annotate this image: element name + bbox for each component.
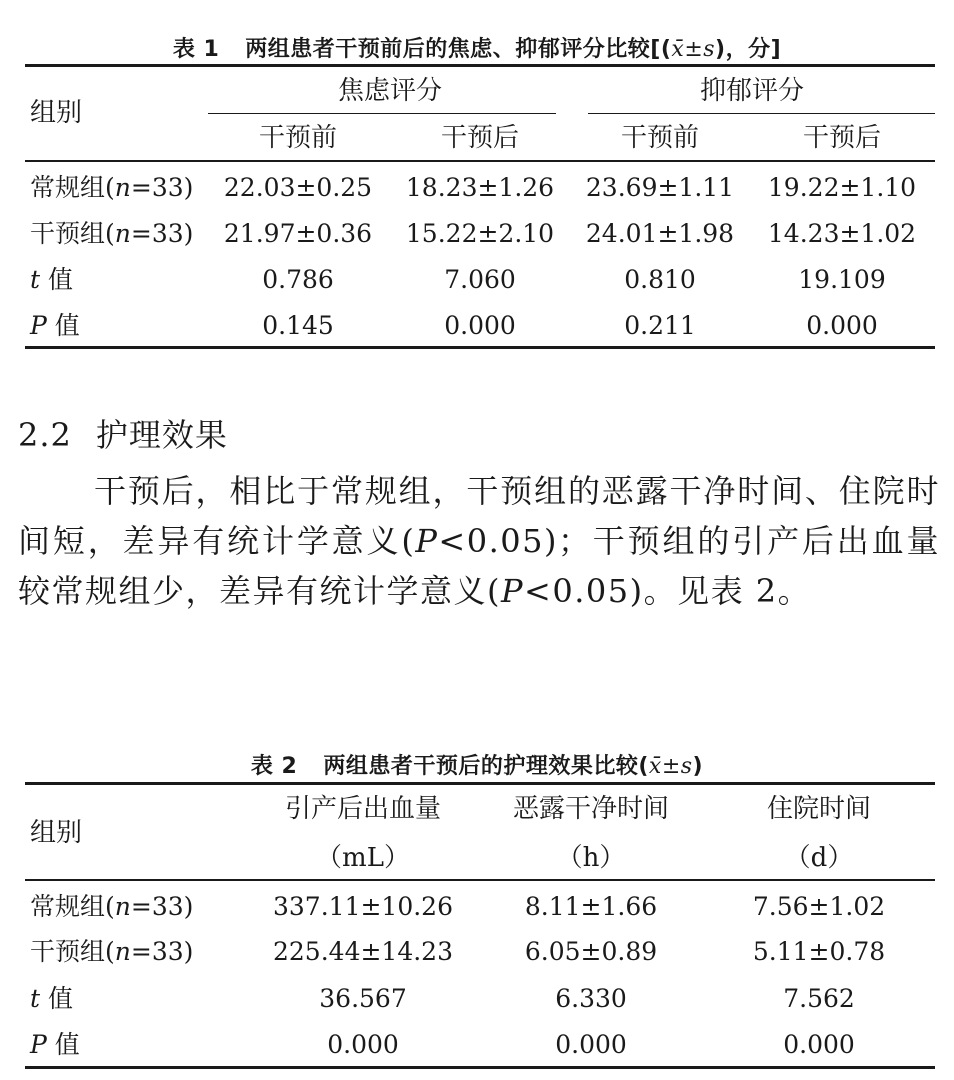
table1-caption-text: 两组患者干预前后的焦虑、抑郁评分比较[( — [245, 37, 672, 62]
table2-cell: 5.11±0.78 — [752, 937, 886, 966]
table2-caption-text: 两组患者干预后的护理效果比较( — [323, 754, 649, 779]
table1-cell: 15.22±2.10 — [405, 219, 555, 248]
section-heading — [18, 410, 228, 456]
table2-col-header: 住院时间 — [766, 794, 872, 824]
table1-caption-label: 表 1 — [172, 37, 220, 62]
table2-cell: 0.000 — [783, 1030, 855, 1059]
table1-caption-end: )，分] — [715, 37, 782, 62]
table2-col-unit: （h） — [556, 843, 626, 873]
table2-col-header: 引产后出血量 — [284, 794, 442, 824]
table1-subheader: 干预后 — [440, 123, 520, 153]
table1-row-label: P 值 — [30, 311, 80, 340]
table2-col-unit: （d） — [784, 843, 854, 873]
table1-header-rule — [25, 160, 935, 162]
table1-top-rule — [25, 64, 935, 67]
table1-anxiety-span-rule — [208, 113, 556, 114]
table1-cell: 0.000 — [444, 311, 516, 340]
table1-cell: 0.786 — [262, 265, 334, 294]
table1-depression-header: 抑郁评分 — [699, 76, 805, 106]
table1-row-label: 干预组(n=33) — [30, 219, 194, 248]
table1-cell: 24.01±1.98 — [585, 219, 735, 248]
table2-cell: 0.000 — [555, 1030, 627, 1059]
table1-cell: 21.97±0.36 — [223, 219, 373, 248]
table2-group-header: 组别 — [30, 818, 83, 848]
table1-subheader: 干预前 — [258, 123, 338, 153]
table1-cell: 18.23±1.26 — [405, 173, 555, 202]
table1-row-label: t 值 — [30, 265, 73, 294]
table1-cell: 0.145 — [262, 311, 334, 340]
table1-bottom-rule — [25, 346, 935, 349]
table1-cell: 14.23±1.02 — [767, 219, 917, 248]
table1-cell: 19.22±1.10 — [767, 173, 917, 202]
table2-row-label: 常规组(n=33) — [30, 892, 194, 921]
table1-cell: 0.000 — [806, 311, 878, 340]
table1-caption — [0, 32, 954, 63]
table1-caption-stat: x̄±s — [671, 37, 716, 62]
section-number: 2.2 — [18, 416, 72, 454]
table2-col-unit: （mL） — [316, 843, 410, 873]
table2-row-label: P 值 — [30, 1030, 80, 1059]
table2-bottom-rule — [25, 1066, 935, 1069]
table1-row-label: 常规组(n=33) — [30, 173, 194, 202]
table2-cell: 7.562 — [783, 984, 855, 1013]
table2-cell: 7.56±1.02 — [752, 892, 886, 921]
table1-subheader: 干预后 — [802, 123, 882, 153]
table2-top-rule — [25, 782, 935, 785]
table2-header-rule — [25, 879, 935, 881]
table1-cell: 0.211 — [624, 311, 696, 340]
table2-cell: 0.000 — [327, 1030, 399, 1059]
table2-caption — [0, 749, 954, 780]
table2-row-label: t 值 — [30, 984, 73, 1013]
table2-col-header: 恶露干净时间 — [512, 794, 670, 824]
table1-subheader: 干预前 — [620, 123, 700, 153]
table1-cell: 23.69±1.11 — [585, 173, 735, 202]
section-title: 护理效果 — [95, 416, 228, 454]
table2-cell: 6.330 — [555, 984, 627, 1013]
table2-cell: 225.44±14.23 — [273, 937, 453, 966]
table1-group-header: 组别 — [30, 98, 83, 128]
table1-depression-span-rule — [588, 113, 935, 114]
table2-cell: 8.11±1.66 — [524, 892, 658, 921]
table2-caption-label: 表 2 — [250, 754, 298, 779]
table2-caption-stat: x̄±s — [648, 754, 693, 779]
table2-cell: 36.567 — [319, 984, 407, 1013]
table1-cell: 7.060 — [444, 265, 516, 294]
table2-cell: 6.05±0.89 — [524, 937, 658, 966]
table1-cell: 19.109 — [798, 265, 886, 294]
table1-anxiety-header: 焦虑评分 — [337, 76, 443, 106]
section-paragraph: 干预后，相比于常规组，干预组的恶露干净时间、住院时间短，差异有统计学意义(P<0.05)；干预组的引产后出血量较常规组少，差异有统计学意义(P<0.05)。见表 2。 — [18, 472, 940, 610]
table1-cell: 22.03±0.25 — [223, 173, 373, 202]
table1-cell: 0.810 — [624, 265, 696, 294]
table2-caption-end: ) — [692, 754, 704, 779]
table2-row-label: 干预组(n=33) — [30, 937, 194, 966]
table2-cell: 337.11±10.26 — [273, 892, 453, 921]
